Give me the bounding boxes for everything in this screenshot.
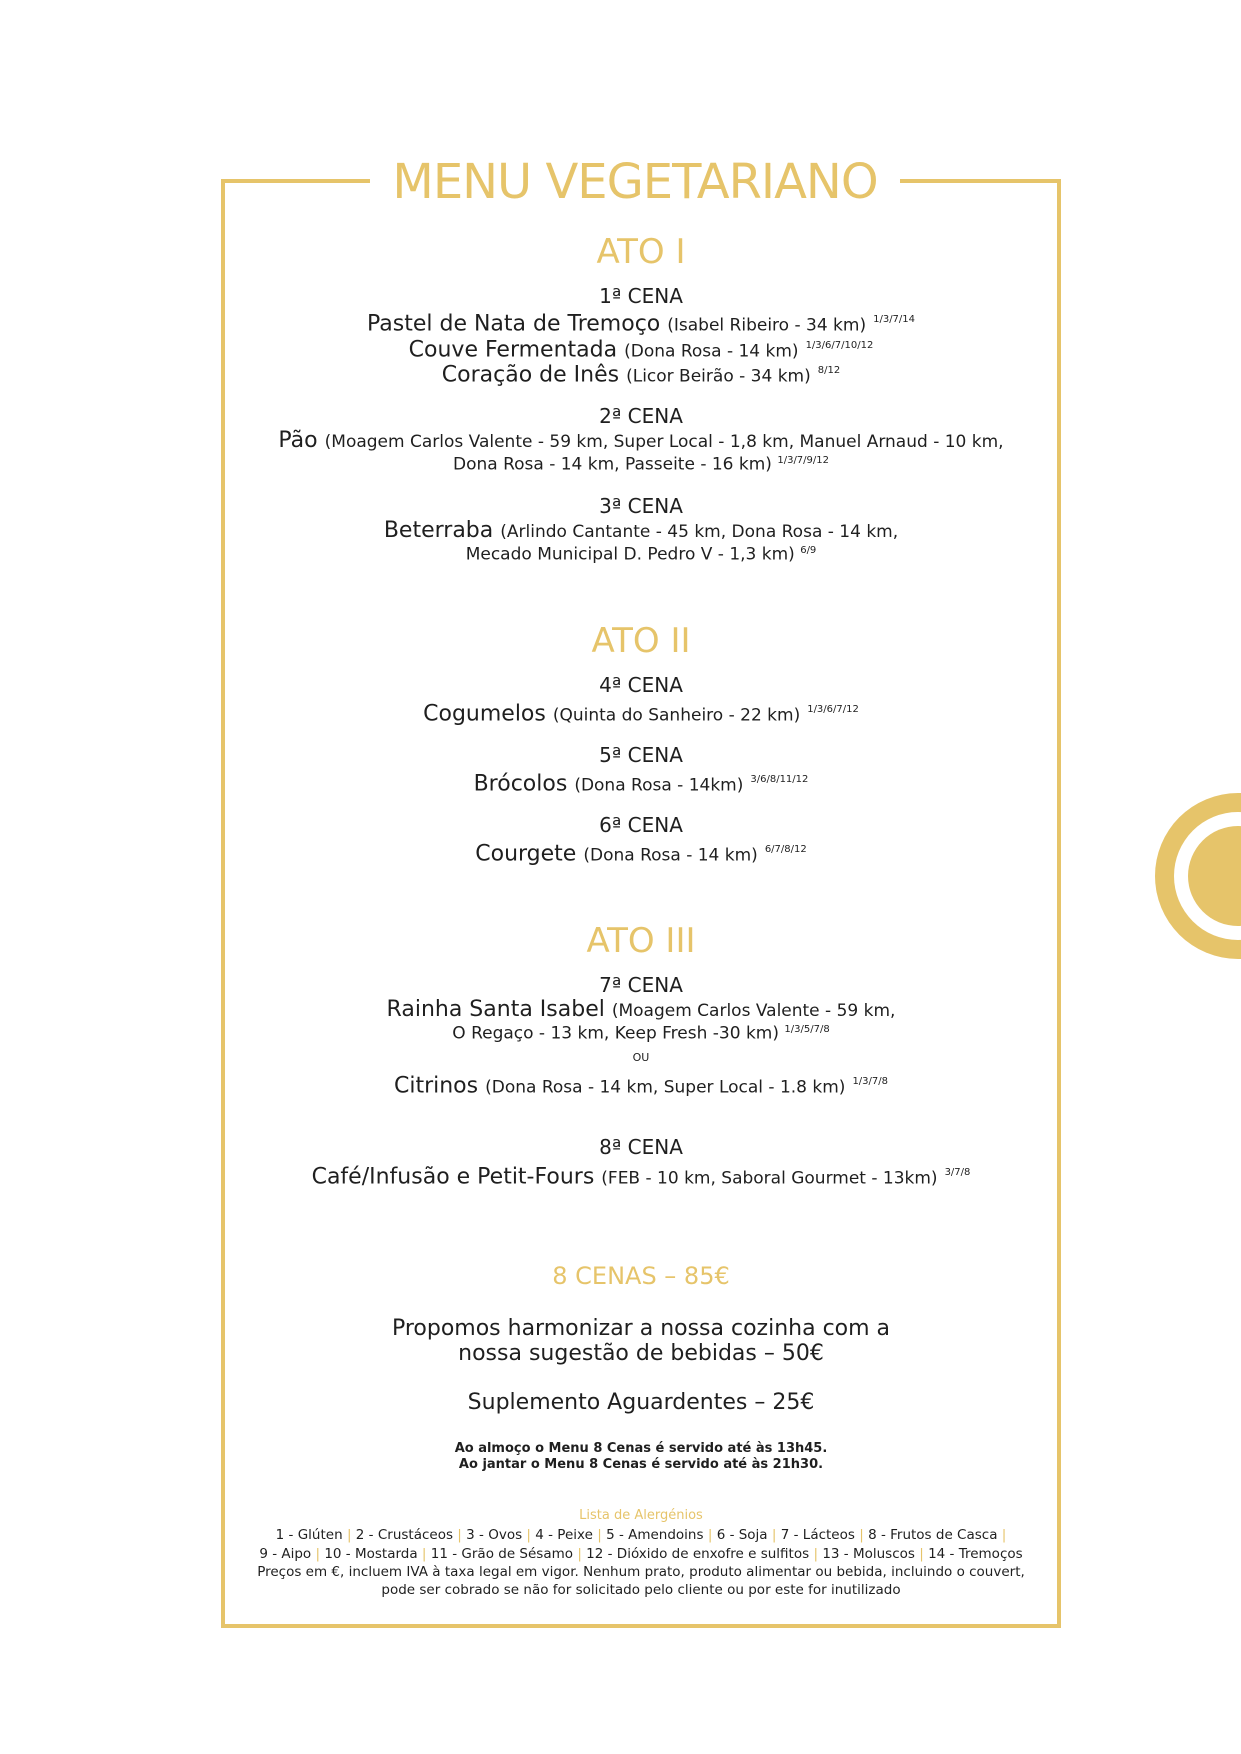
dish-source: (Quinta do Sanheiro - 22 km) [552, 705, 801, 726]
dish-source-line2: Dona Rosa - 14 km, Passeite - 16 km) [452, 454, 772, 475]
dish-citrinos [225, 1069, 1057, 1100]
allergen-separator: | [315, 1546, 321, 1562]
scene-1-heading: 1ª CENA [599, 284, 683, 308]
scene-5-heading: 5ª CENA [599, 743, 683, 767]
allergen-separator: | [597, 1527, 602, 1543]
allergens-line-2 [225, 1545, 1057, 1563]
dish-rainha-source-cont [225, 1020, 1057, 1044]
scene-6-heading: 6ª CENA [599, 813, 683, 837]
allergen-item: 4 - Peixe [535, 1527, 593, 1543]
allergen-separator: | [771, 1527, 777, 1543]
allergen-separator: | [421, 1546, 427, 1562]
legal-line-1: Preços em €, incluem IVA à taxa legal em vigor. Nenhum prato, produto alimentar ou bebida, incluindo o couvert, [257, 1564, 1025, 1580]
allergen-item: 6 - Soja [716, 1527, 768, 1543]
dish-name: Brócolos [473, 771, 568, 797]
scene-3-heading: 3ª CENA [599, 494, 683, 518]
dish-allergens: 1/3/7/14 [873, 314, 916, 325]
dish-cafe-petit-fours [225, 1160, 1057, 1191]
allergen-separator: | [526, 1527, 531, 1543]
dish-allergens: 3/7/8 [944, 1167, 971, 1178]
dish-source: (Dona Rosa - 14 km) [583, 845, 758, 866]
supplement: Suplemento Aguardentes – 25€ [467, 1390, 815, 1415]
allergen-separator: | [707, 1527, 713, 1543]
allergen-separator: | [859, 1527, 864, 1543]
allergens-title: Lista de Alergénios [579, 1508, 703, 1523]
dish-name: Coração de Inês [441, 362, 620, 388]
dish-courgete [225, 837, 1057, 868]
dish-allergens: 8/12 [817, 365, 841, 376]
scene-7-heading: 7ª CENA [599, 973, 683, 997]
allergen-separator: | [577, 1546, 582, 1562]
dish-allergens: 1/3/7/8 [852, 1076, 888, 1087]
dish-name: Beterraba [383, 518, 494, 543]
scene-2-heading: 2ª CENA [599, 404, 683, 428]
allergen-item: 12 - Dióxido de enxofre e sulfitos [586, 1546, 810, 1562]
dish-pao-source-cont [225, 451, 1057, 475]
dish-source: (Moagem Carlos Valente - 59 km, Super Local - 1,8 km, Manuel Arnaud - 10 km, [324, 432, 1004, 452]
dish-name: Rainha Santa Isabel [386, 997, 605, 1022]
allergen-item: 9 - Aipo [259, 1546, 312, 1562]
dish-allergens: 1/3/6/7/12 [807, 704, 859, 715]
allergen-item: 2 - Crustáceos [355, 1527, 453, 1543]
dish-coracao-de-ines [225, 358, 1057, 389]
allergen-item: 13 - Moluscos [822, 1546, 915, 1562]
menu-price: 8 CENAS – 85€ [552, 1262, 730, 1290]
pairing-line-1: Propomos harmonizar a nossa cozinha com a [391, 1316, 891, 1341]
allergen-item: 1 - Glúten [275, 1527, 343, 1543]
menu-title: MENU VEGETARIANO [370, 150, 900, 214]
dish-source: (Isabel Ribeiro - 34 km) [667, 315, 867, 336]
dish-name: Citrinos [393, 1073, 479, 1099]
act-2-heading: ATO II [591, 621, 691, 661]
dish-source-line2: Mecado Municipal D. Pedro V - 1,3 km) [465, 544, 795, 565]
allergen-item: 7 - Lácteos [780, 1527, 855, 1543]
allergen-separator: | [1001, 1527, 1007, 1543]
dish-name: Café/Infusão e Petit-Fours [311, 1164, 595, 1190]
allergen-item: 8 - Frutos de Casca [868, 1527, 998, 1543]
dish-name: Couve Fermentada [408, 337, 618, 363]
allergen-item: 5 - Amendoins [606, 1527, 704, 1543]
dish-allergens: 6/9 [800, 545, 817, 556]
or-separator: OU [632, 1051, 650, 1064]
dish-name: Pão [278, 428, 318, 453]
allergen-item: 3 - Ovos [466, 1527, 523, 1543]
allergen-separator: | [813, 1546, 819, 1562]
dish-cogumelos [225, 697, 1057, 728]
service-dinner: Ao jantar o Menu 8 Cenas é servido até às 21h30. [458, 1457, 824, 1472]
allergen-separator: | [457, 1527, 462, 1543]
scene-8-heading: 8ª CENA [599, 1135, 683, 1159]
allergen-separator: | [346, 1527, 352, 1543]
dish-allergens: 3/6/8/11/12 [750, 774, 809, 785]
dish-brocolos [225, 767, 1057, 798]
dish-name: Cogumelos [423, 701, 546, 727]
dish-source-line2: O Regaço - 13 km, Keep Fresh -30 km) [452, 1023, 779, 1044]
dish-source: (Dona Rosa - 14 km, Super Local - 1.8 km) [485, 1077, 846, 1098]
allergen-item: 11 - Grão de Sésamo [430, 1546, 574, 1562]
dish-source: (Moagem Carlos Valente - 59 km, [611, 1001, 896, 1021]
scene-4-heading: 4ª CENA [599, 673, 683, 697]
act-3-heading: ATO III [586, 921, 696, 961]
dish-source: (Dona Rosa - 14km) [574, 775, 744, 796]
dish-beterraba-source-cont [225, 541, 1057, 565]
dish-source: (Dona Rosa - 14 km) [624, 341, 799, 362]
dish-source: (FEB - 10 km, Saboral Gourmet - 13km) [601, 1168, 938, 1189]
decorative-circle-icon [1155, 793, 1241, 959]
dish-name: Courgete [475, 841, 577, 867]
pairing-line-2: nossa sugestão de bebidas – 50€ [458, 1341, 824, 1366]
allergen-item: 14 - Tremoços [928, 1546, 1023, 1562]
allergen-item: 10 - Mostarda [324, 1546, 418, 1562]
allergens-line-1 [225, 1526, 1057, 1544]
legal-line-2: pode ser cobrado se não for solicitado pelo cliente ou por este for inutilizado [381, 1582, 901, 1598]
act-1-heading: ATO I [596, 232, 686, 272]
dish-allergens: 6/7/8/12 [764, 844, 807, 855]
dish-source: (Arlindo Cantante - 45 km, Dona Rosa - 14 km, [500, 522, 899, 542]
allergen-separator: | [919, 1546, 924, 1562]
dish-name: Pastel de Nata de Tremoço [366, 311, 661, 337]
dish-allergens: 1/3/6/7/10/12 [805, 340, 874, 351]
service-lunch: Ao almoço o Menu 8 Cenas é servido até às 13h45. [454, 1441, 828, 1456]
dish-allergens: 1/3/7/9/12 [777, 455, 829, 466]
dish-source: (Licor Beirão - 34 km) [626, 366, 811, 387]
dish-allergens: 1/3/5/7/8 [784, 1024, 830, 1035]
